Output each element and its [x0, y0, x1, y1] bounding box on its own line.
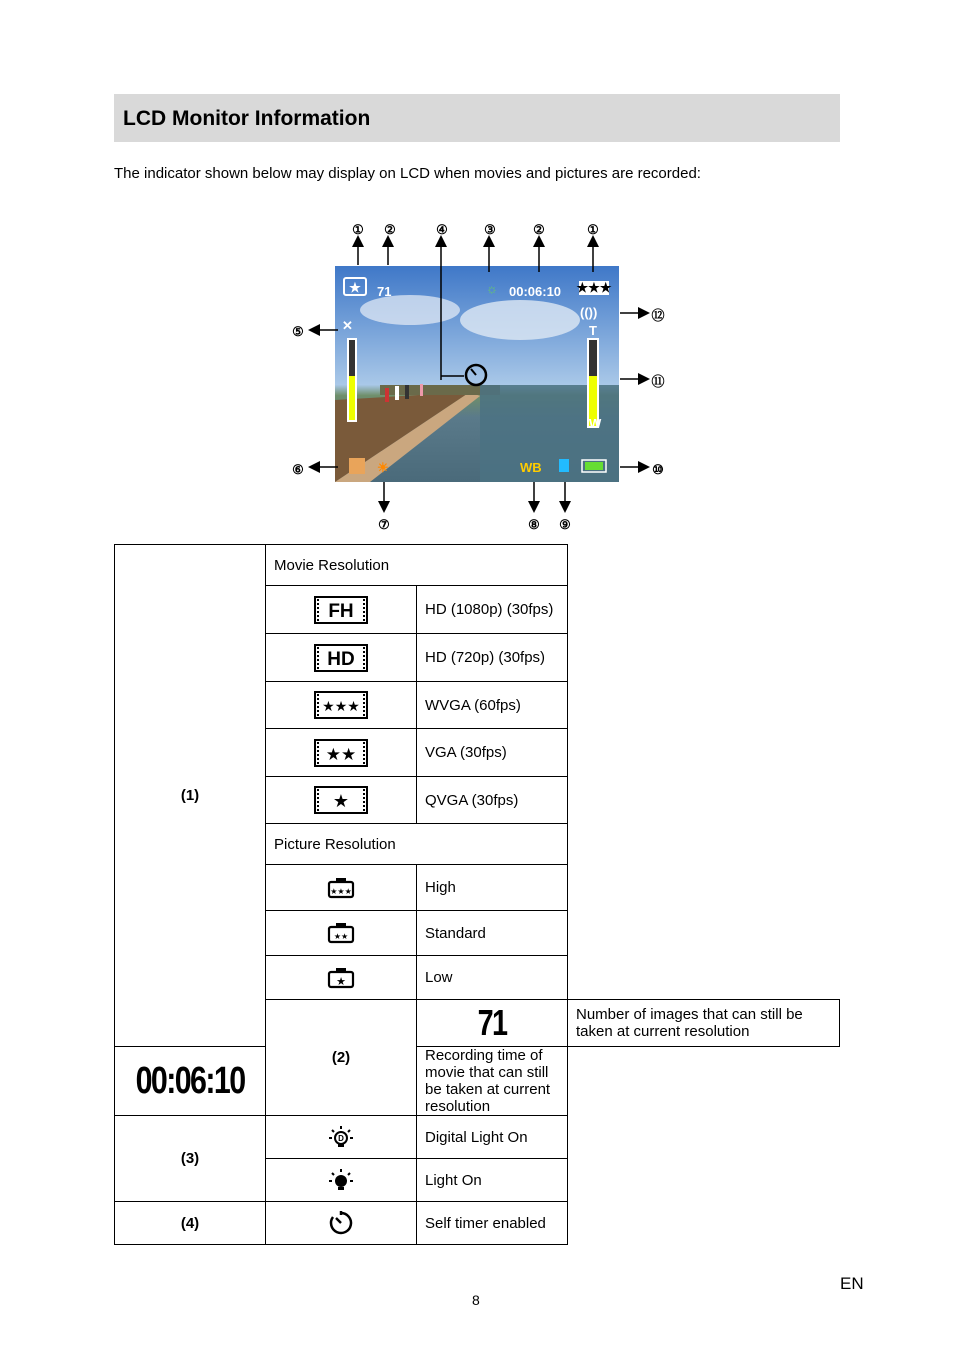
- table-cell-desc: Digital Light On: [417, 1116, 568, 1159]
- scene-mode-screen-icon: [349, 458, 365, 474]
- lcd-diagram: [280, 210, 680, 540]
- callout-6: ⑥: [292, 462, 304, 477]
- night-screen-icon: ☀: [377, 460, 389, 475]
- callout-7: ⑦: [378, 517, 390, 532]
- svg-text:★★★: ★★★: [576, 280, 612, 295]
- table-cell-desc: HD (1080p) (30fps): [417, 586, 568, 634]
- self-timer-icon: [266, 1202, 417, 1245]
- zoom-w-label: W: [589, 416, 602, 431]
- table-cell-desc: HD (720p) (30fps): [417, 634, 568, 682]
- page-title: LCD Monitor Information: [123, 107, 371, 130]
- svg-text:★★: ★★: [333, 932, 349, 941]
- table-cell-desc: Standard: [417, 911, 568, 956]
- callout-11: ⑪: [651, 374, 665, 389]
- callout-1a: ①: [352, 222, 364, 237]
- picture-resolution-header: Picture Resolution: [266, 824, 568, 865]
- callout-2a: ②: [384, 222, 396, 237]
- svg-text:★: ★: [349, 280, 361, 295]
- stabilizer-screen-icon: (()): [580, 305, 598, 320]
- table-cell-desc: Low: [417, 956, 568, 1000]
- intro-text: The indicator shown below may display on LCD when movies and pictures are recorded:: [114, 165, 701, 182]
- image-count-value: 71: [417, 1000, 568, 1047]
- callout-1b: ①: [587, 222, 599, 237]
- group-number: (2): [266, 1000, 417, 1116]
- svg-text:HD: HD: [327, 648, 355, 670]
- lcd-diagram-svg: [280, 210, 680, 540]
- sd-card-screen-icon: [559, 459, 569, 472]
- camera-two-star-icon: [266, 911, 417, 956]
- callout-4: ④: [436, 222, 448, 237]
- fh-icon: [266, 586, 417, 634]
- language-label: EN: [840, 1274, 864, 1293]
- rec-time-value: 00:06:10: [115, 1047, 266, 1116]
- two-star-movie-icon: [266, 729, 417, 777]
- one-star-movie-icon: [266, 777, 417, 824]
- movie-resolution-header: Movie Resolution: [266, 545, 568, 586]
- callout-2b: ②: [533, 222, 545, 237]
- callout-3: ③: [484, 222, 496, 237]
- svg-text:★★★: ★★★: [322, 699, 360, 715]
- group-number: (4): [115, 1202, 266, 1245]
- svg-text:D: D: [338, 1134, 344, 1143]
- callout-5: ⑤: [292, 324, 304, 339]
- callout-12: ⑫: [651, 308, 665, 323]
- svg-text:★: ★: [332, 791, 350, 812]
- table-cell-desc: High: [417, 865, 568, 911]
- group-number: (1): [115, 545, 266, 1047]
- svg-text:★: ★: [336, 974, 346, 988]
- table-cell-desc: Light On: [417, 1159, 568, 1202]
- table-cell-desc: Recording time of movie that can still be taken at current resolution: [417, 1047, 568, 1116]
- table-cell-desc: Number of images that can still be taken at current resolution: [568, 1000, 840, 1047]
- callout-10: ⑩: [652, 462, 664, 477]
- svg-text:FH: FH: [328, 600, 354, 622]
- callout-9: ⑨: [559, 517, 571, 532]
- camera-one-star-icon: [266, 956, 417, 1000]
- callout-8: ⑧: [528, 517, 540, 532]
- light-on-icon: [266, 1159, 417, 1202]
- digital-light-screen-icon: ☼: [486, 281, 498, 296]
- camera-three-star-icon: [266, 865, 417, 911]
- zoom-t-label: T: [589, 323, 597, 338]
- flash-off-screen-icon: ✕: [342, 318, 353, 333]
- wb-screen-icon: WB: [520, 460, 542, 475]
- indicator-table: [114, 544, 840, 1245]
- hd-icon: [266, 634, 417, 682]
- svg-text:★★★: ★★★: [330, 886, 352, 896]
- table-cell-desc: VGA (30fps): [417, 729, 568, 777]
- screen-image-count: 71: [377, 284, 392, 299]
- screen-rec-time: 00:06:10: [509, 284, 562, 299]
- digital-light-icon: [266, 1116, 417, 1159]
- three-star-movie-icon: [266, 682, 417, 729]
- table-cell-desc: Self timer enabled: [417, 1202, 568, 1245]
- page-number: 8: [472, 1292, 480, 1308]
- table-cell-desc: WVGA (60fps): [417, 682, 568, 729]
- section-heading-bar: [114, 94, 840, 142]
- group-number: (3): [115, 1116, 266, 1202]
- table-cell-desc: QVGA (30fps): [417, 777, 568, 824]
- svg-text:★★: ★★: [325, 744, 357, 765]
